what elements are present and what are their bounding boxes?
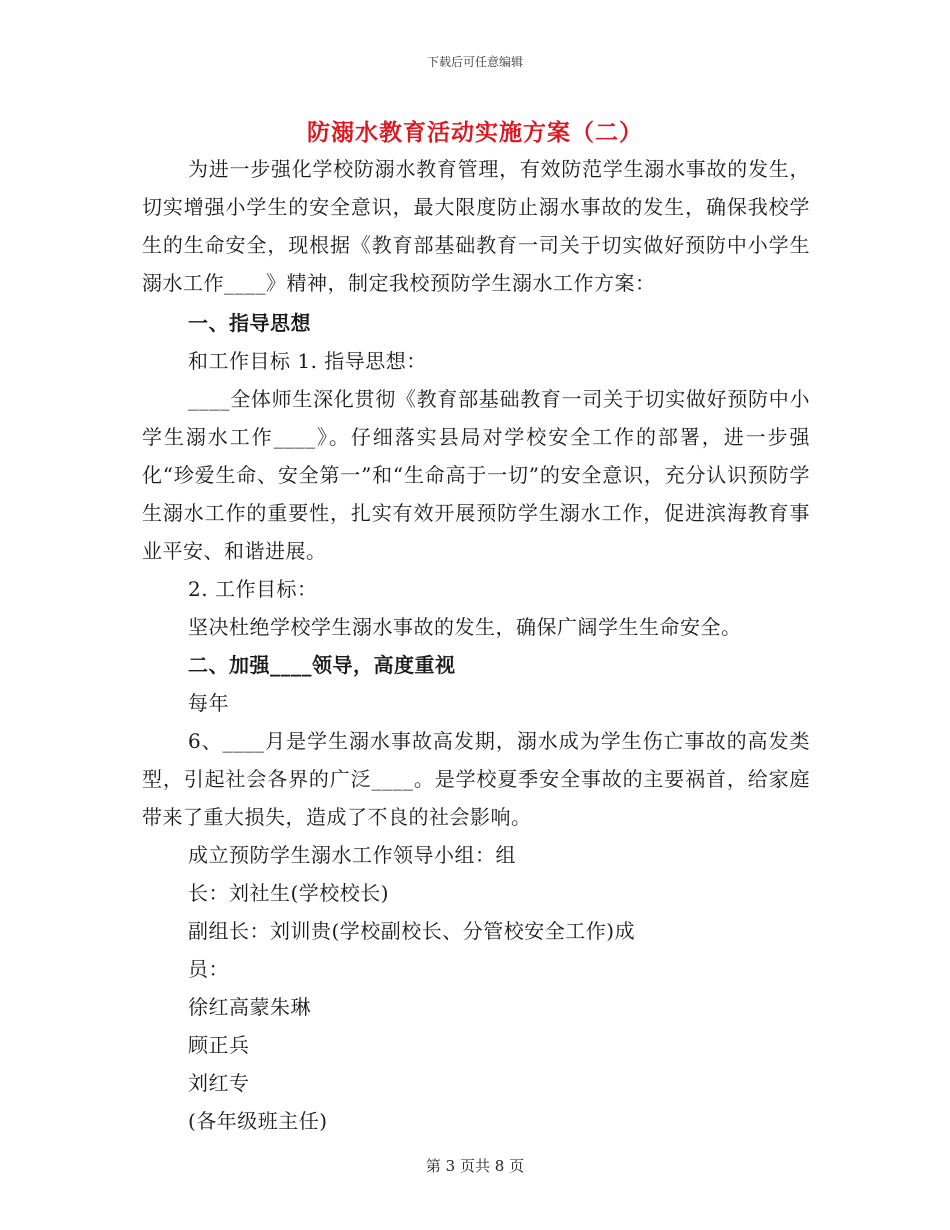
paragraph-subheading: 和工作目标 1. 指导思想：	[188, 349, 427, 373]
paragraph-each-year: 每年	[188, 691, 229, 715]
paragraph-work-goal-label: 2. 工作目标：	[188, 577, 318, 601]
section-heading-2: 二、加强____领导，高度重视	[188, 653, 456, 677]
paragraph-leading-group: 成立预防学生溺水工作领导小组：组	[188, 843, 516, 867]
paragraph-guiding-ideology: ____全体师生深化贯彻《教育部基础教育一司关于切实做好预防中小学生溺水工作____》。仔细落实县局对学校安全工作的部署，进一步强化“珍爱生命、安全第一”和“生命高于一切”的安全意识，充分认识预防学生溺水工作的重要性，扎实有效开展预防学生溺水工作，促进滨海教育事业平安、和谐进展。	[142, 387, 810, 563]
page-footer: 第 3 页共 8 页	[425, 1157, 525, 1175]
document-title: 防溺水教育活动实施方案（二）	[307, 119, 643, 146]
paragraph-members-1: 徐红高蒙朱琳	[188, 995, 311, 1019]
paragraph-risk-period: 6、____月是学生溺水事故高发期，溺水成为学生伤亡事故的高发类型，引起社会各界的广泛____。是学校夏季安全事故的主要祸首，给家庭带来了重大损失，造成了不良的社会影响。	[142, 729, 810, 829]
paragraph-intro: 为进一步强化学校防溺水教育管理，有效防范学生溺水事故的发生，切实增强小学生的安全意识，最大限度防止溺水事故的发生，确保我校学生的生命安全，现根据《教育部基础教育一司关于切实做好预防中小学生溺水工作____》精神，制定我校预防学生溺水工作方案：	[142, 157, 810, 295]
paragraph-members-note: (各年级班主任)	[188, 1109, 328, 1133]
paragraph-members-2: 顾正兵	[188, 1033, 250, 1057]
section-heading-1: 一、指导思想	[188, 311, 311, 335]
paragraph-members-label: 员：	[188, 957, 229, 981]
paragraph-deputy-leader: 副组长：刘训贵(学校副校长、分管校安全工作)成	[188, 919, 636, 943]
paragraph-work-goal: 坚决杜绝学校学生溺水事故的发生，确保广阔学生生命安全。	[188, 615, 742, 639]
paragraph-group-leader: 长：刘社生(学校校长)	[188, 881, 390, 905]
document-body	[142, 150, 810, 1140]
paragraph-members-3: 刘红专	[188, 1071, 250, 1095]
header-note: 下载后可任意编辑	[426, 55, 523, 69]
